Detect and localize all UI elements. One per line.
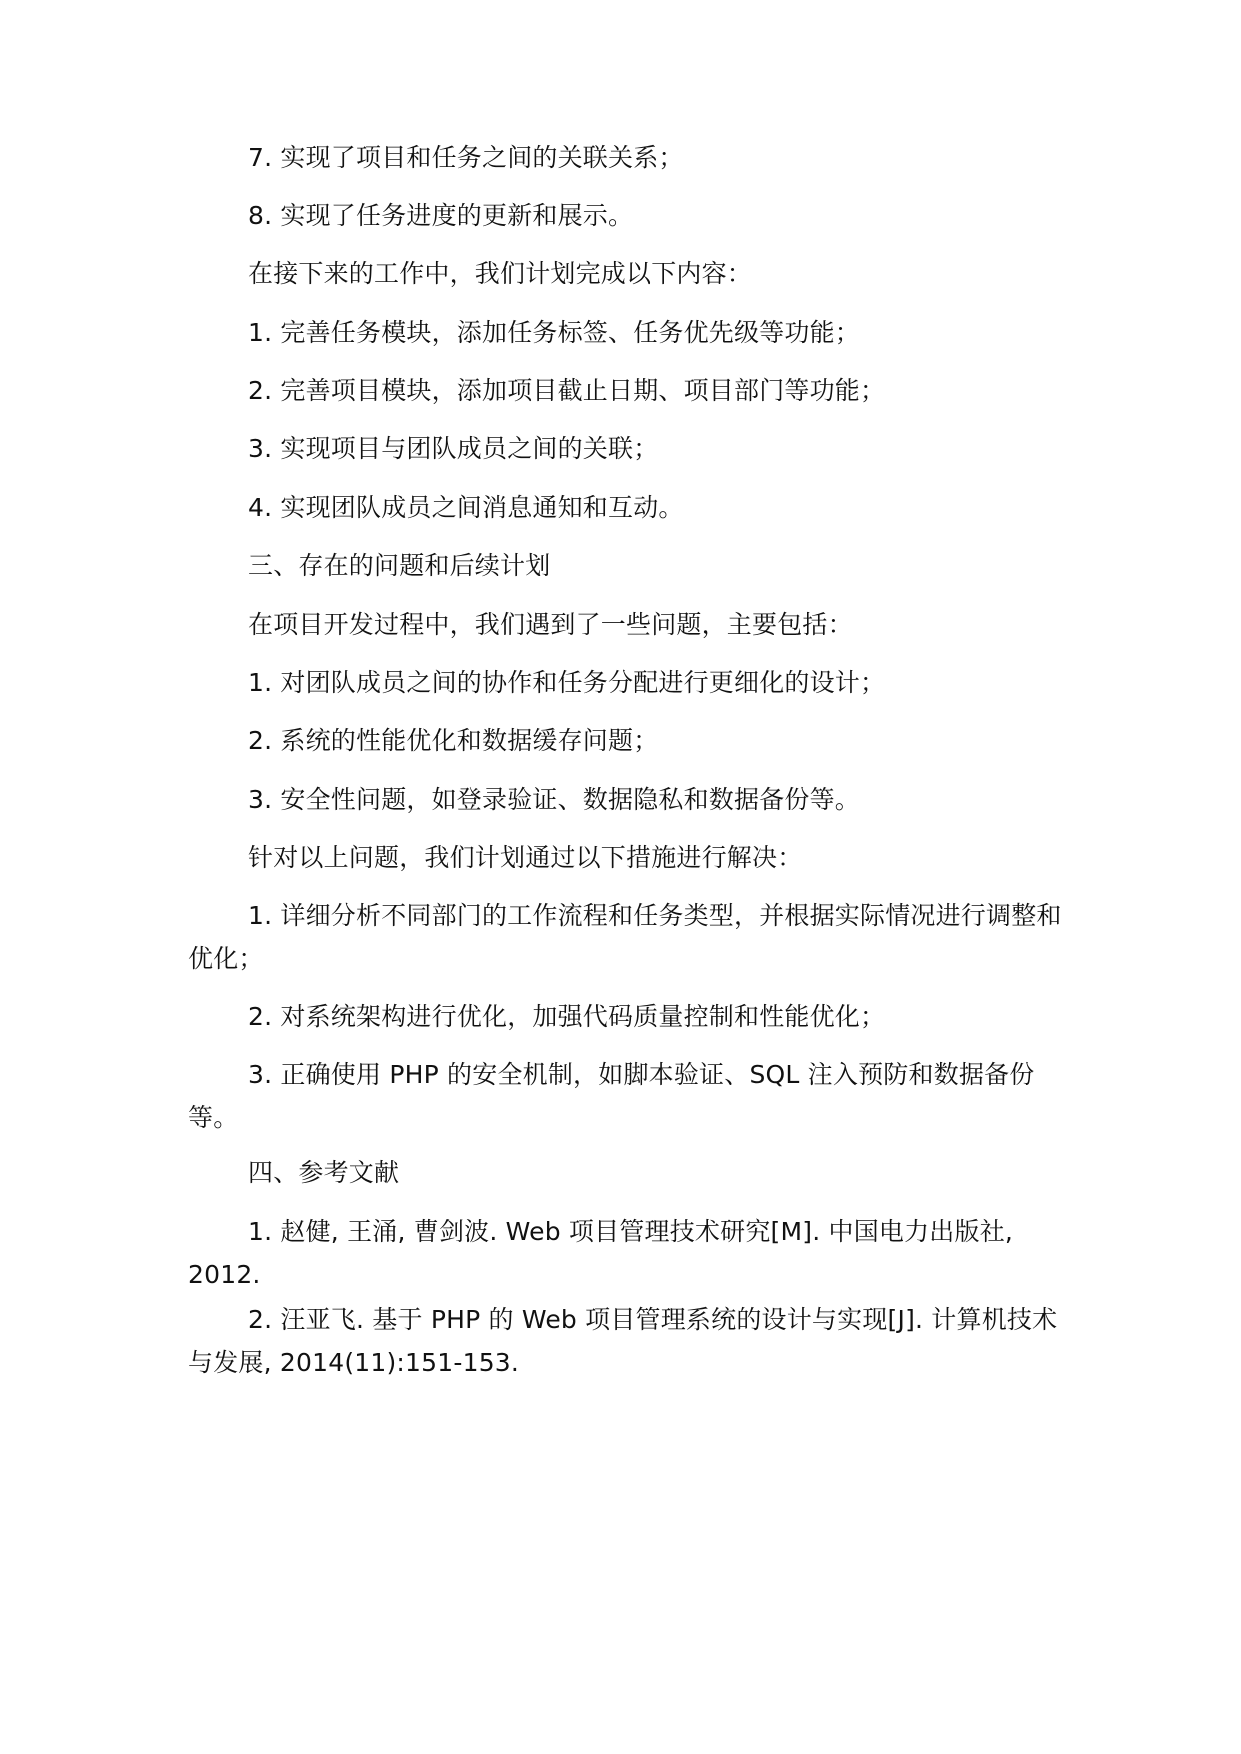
paragraph: 2. 完善项目模块，添加项目截止日期、项目部门等功能； bbox=[248, 376, 886, 405]
paragraph: 在接下来的工作中，我们计划完成以下内容： bbox=[248, 259, 753, 288]
paragraph: 在项目开发过程中，我们遇到了一些问题，主要包括： bbox=[248, 610, 853, 639]
reference-item: 2. 汪亚飞. 基于 PHP 的 Web 项目管理系统的设计与实现[J]. 计算机技术与发展, 2014(11):151-153. bbox=[188, 1305, 1058, 1377]
paragraph: 8. 实现了任务进度的更新和展示。 bbox=[248, 201, 634, 230]
paragraph: 1. 完善任务模块，添加任务标签、任务优先级等功能； bbox=[248, 318, 861, 347]
section-heading: 四、参考文献 bbox=[248, 1158, 400, 1187]
paragraph: 3. 实现项目与团队成员之间的关联； bbox=[248, 434, 659, 463]
paragraph: 2. 系统的性能优化和数据缓存问题； bbox=[248, 726, 659, 755]
paragraph: 7. 实现了项目和任务之间的关联关系； bbox=[248, 143, 684, 172]
paragraph: 针对以上问题，我们计划通过以下措施进行解决： bbox=[248, 843, 803, 872]
paragraph: 1. 对团队成员之间的协作和任务分配进行更细化的设计； bbox=[248, 668, 886, 697]
paragraph: 1. 详细分析不同部门的工作流程和任务类型，并根据实际情况进行调整和优化； bbox=[188, 901, 1062, 973]
paragraph: 3. 正确使用 PHP 的安全机制，如脚本验证、SQL 注入预防和数据备份等。 bbox=[188, 1060, 1035, 1132]
paragraph: 3. 安全性问题，如登录验证、数据隐私和数据备份等。 bbox=[248, 785, 861, 814]
section-heading: 三、存在的问题和后续计划 bbox=[248, 551, 551, 580]
reference-item: 1. 赵健, 王涌, 曹剑波. Web 项目管理技术研究[M]. 中国电力出版社, 2012. bbox=[188, 1217, 1014, 1289]
paragraph: 4. 实现团队成员之间消息通知和互动。 bbox=[248, 493, 684, 522]
paragraph: 2. 对系统架构进行优化，加强代码质量控制和性能优化； bbox=[248, 1002, 886, 1031]
